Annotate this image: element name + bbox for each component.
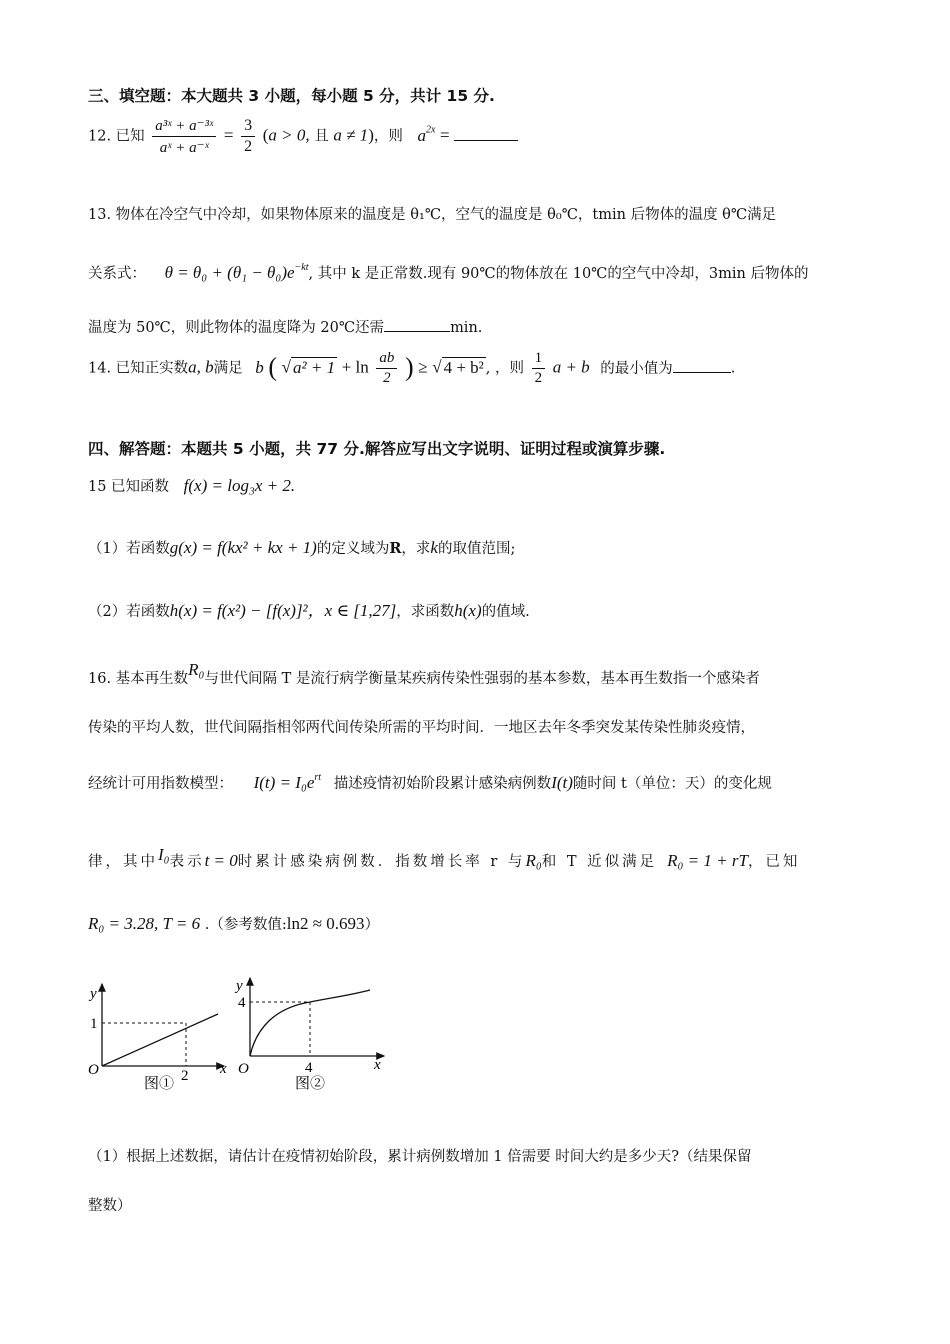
q12-answer-blank[interactable] — [454, 140, 518, 141]
question-16-line-4 — [88, 845, 800, 871]
q12-fraction — [152, 116, 216, 157]
q16-l3c: 随时间 t（单位：天）的变化规 — [572, 776, 772, 792]
q13-formula: θ = θ₀ + (θ₁ − θ₀)e — [164, 263, 295, 282]
q16-refval: ln2 ≈ 0.693 — [286, 914, 365, 933]
fig1-tick-x: 2 — [181, 1068, 189, 1084]
q14-b: b — [255, 357, 264, 377]
question-16-part-1-line-1: （1）根据上述数据，请估计在疫情初始阶段，累计病例数增加 1 倍需要 时间大约是多少天?（结果保留 — [88, 1149, 752, 1165]
fig1-line — [102, 1014, 218, 1066]
question-16-line-2: 传染的平均人数，世代间隔指相邻两代间传染所需的平均时间．一地区去年冬季突发某传染性肺炎疫情， — [88, 720, 755, 736]
q12-then: ，则 — [373, 128, 403, 145]
q16-model-exp: rt — [314, 772, 322, 783]
question-15-part-1 — [88, 537, 515, 558]
question-16-part-1-line-2: 整数） — [88, 1198, 132, 1214]
q15-function: f(x) = log₃x + 2. — [183, 476, 296, 495]
q14-vars: a, b — [188, 357, 214, 377]
q14-inner-sqrt: a² + 1 — [293, 357, 336, 377]
q12-condition-2: a ≠ 1 — [333, 125, 369, 145]
q16-l3a: 经统计可用指数模型： — [88, 776, 233, 792]
q16-relation: R₀ = 1 + rT — [667, 851, 748, 870]
q14-half-rest: a + b — [552, 357, 590, 377]
q15-p1-R: R — [389, 540, 402, 557]
q12-rhs-fraction — [241, 117, 255, 156]
q12-condition-1: a > 0, — [268, 125, 310, 145]
q16-l4d: 和 T 近似满足 — [541, 854, 658, 870]
section-4-heading: 四、解答题：本题共 5 小题，共 77 分.解答应写出文字说明、证明过程或演算步骤. — [88, 440, 666, 458]
q16-l4e: ，已知 — [747, 854, 801, 870]
q15-p1-k: k — [430, 538, 438, 557]
q15-p1-ask: ，求 — [401, 541, 431, 557]
q15-p1-mid: 的定义域为 — [316, 541, 390, 557]
figures — [84, 974, 394, 1094]
fig1-y-label: y — [90, 986, 97, 1002]
q14-ask: 的最小值为 — [600, 360, 673, 377]
q14-sat: 满足 — [213, 360, 243, 377]
q12-ask-base: a — [417, 125, 426, 145]
q16-t0: t = 0 — [204, 851, 238, 870]
q15-p2-mid: ，求函数 — [396, 604, 455, 620]
q16-refend: ） — [364, 917, 380, 933]
question-12: 12. 已知 $\frac{\text{a³ˣ + a⁻³ˣ}}{\text{aˣ + a⁻ˣ}}$ = $\frac{3}{2}$ (a > 0, 且 a ≠ 1)，则 $a^{2x}$ = — [88, 116, 518, 157]
q14-half — [532, 350, 546, 387]
q12-equals: = — [440, 125, 450, 145]
question-13-line-1: 13. 物体在冷空气中冷却，如果物体原来的温度是 θ₁℃，空气的温度是 θ₀℃，tmin 后物体的温度 θ℃满足 — [88, 207, 777, 223]
fig1-tick-y: 1 — [90, 1016, 98, 1032]
q16-given: R₀ = 3.28, T = 6 — [88, 914, 201, 933]
q16-l1b: 与世代间隔 T 是流行病学衡量某疾病传染性强弱的基本参数，基本再生数指一个感染者 — [204, 671, 760, 687]
q14-half-numerator: 1 — [532, 350, 546, 369]
q12-fraction-denominator: aˣ + a⁻ˣ — [159, 140, 209, 156]
section-3-heading: 三、填空题：本大题共 3 小题，每小题 5 分，共计 15 分. — [88, 87, 495, 105]
q13-answer-blank[interactable] — [384, 331, 450, 332]
q12-rhs-denominator: 2 — [244, 138, 253, 155]
question-15 — [88, 475, 295, 496]
fig2-origin: O — [238, 1061, 249, 1077]
question-16-line-1 — [88, 660, 760, 688]
q15-p1-end: 的取值范围; — [437, 541, 516, 557]
q13-line3b: min. — [450, 320, 483, 336]
q14-rhs-sqrt: 4 + b² — [443, 357, 484, 377]
q14-end: . — [730, 360, 736, 377]
q16-ref: .（参考数值: — [204, 917, 287, 933]
q14-answer-blank[interactable] — [673, 372, 731, 373]
fig2-caption: 图② — [295, 1076, 326, 1092]
q14-geq: ≥ — [418, 357, 428, 377]
question-13-line-2: 关系式： $\theta = \theta_0 + (\theta_1 - \theta_0)e^{-kt}$, 其中 k 是正常数.现有 90℃的物体放在 10℃的空气中冷却，3min 后物体的 — [88, 262, 809, 282]
q14-ln-numerator: ab — [376, 350, 397, 369]
fig2-x-label: x — [374, 1057, 381, 1073]
q14-then: ，则 — [494, 360, 524, 377]
q16-R0: R₀ — [188, 660, 205, 679]
q15-p2-end: 的值域. — [481, 604, 530, 620]
question-14: 14. 已知正实数a, b满足 b ( √ a² + 1 + ln $\frac{ab}{2}$ ) ≥ √ 4 + b² , ，则 $\frac{1}{2}$ a + b 的最小值为 . — [88, 350, 736, 386]
q13-formula-exp: −kt — [294, 262, 309, 273]
q12-rhs-numerator: 3 — [241, 117, 255, 137]
q15-p2-formula: h(x) = f(x²) − [f(x)]²，x ∈ [1,27] — [169, 601, 397, 620]
q14-number: 14. 已知正实数 — [88, 360, 189, 377]
q12-condition-text: 且 — [314, 128, 329, 145]
fig2-tick-x: 4 — [305, 1060, 313, 1076]
q16-R0-2: R₀ — [525, 851, 542, 870]
q15-p2-h: h(x) — [454, 601, 482, 620]
question-15-part-2 — [88, 596, 530, 621]
fig1-origin: O — [88, 1062, 99, 1078]
question-16-line-3 — [88, 772, 772, 793]
q16-It: I(t) — [551, 773, 573, 792]
q14-plus-ln: + ln — [341, 357, 369, 377]
question-13-line-3 — [88, 316, 482, 337]
fig2-y-label: y — [236, 978, 243, 994]
q12-number: 12. 已知 — [88, 128, 145, 145]
fig1-caption: 图① — [144, 1076, 175, 1092]
q16-I0: I₀ — [158, 845, 170, 864]
q14-half-denominator: 2 — [534, 370, 543, 386]
fig2-tick-y: 4 — [238, 995, 246, 1011]
q14-ln-fraction — [376, 350, 397, 387]
q12-fraction-numerator: a³ˣ + a⁻³ˣ — [152, 116, 216, 137]
q16-l4c: 时累计感染病例数．指数增长率 r 与 — [237, 854, 526, 870]
question-16-line-5 — [88, 913, 379, 934]
q13-lead: 关系式： — [88, 266, 146, 282]
q12-ask-exp: 2x — [425, 124, 436, 136]
q16-l4b: 表示 — [169, 854, 205, 870]
q15-number: 15 已知函数 — [88, 479, 170, 495]
figure-2 — [234, 978, 384, 1092]
q15-p1-lead: （1）若函数 — [88, 541, 170, 557]
q13-after: 其中 k 是正常数.现有 90℃的物体放在 10℃的空气中冷却，3min 后物体的 — [317, 266, 809, 282]
figure-1 — [88, 984, 227, 1092]
q16-model: I(t) = I₀e — [253, 773, 315, 792]
q14-ln-denominator: 2 — [383, 370, 391, 386]
q16-l3b: 描述疫情初始阶段累计感染病例数 — [333, 776, 552, 792]
q15-p1-formula: g(x) = f(kx² + kx + 1) — [169, 538, 317, 557]
q13-line3a: 温度为 50℃，则此物体的温度降为 20℃还需 — [88, 320, 385, 336]
q16-l4a: 律，其中 — [88, 854, 158, 870]
q16-l1a: 16. 基本再生数 — [88, 671, 189, 687]
q15-p2-lead: （2）若函数 — [88, 604, 170, 620]
fig1-x-label: x — [220, 1061, 227, 1077]
